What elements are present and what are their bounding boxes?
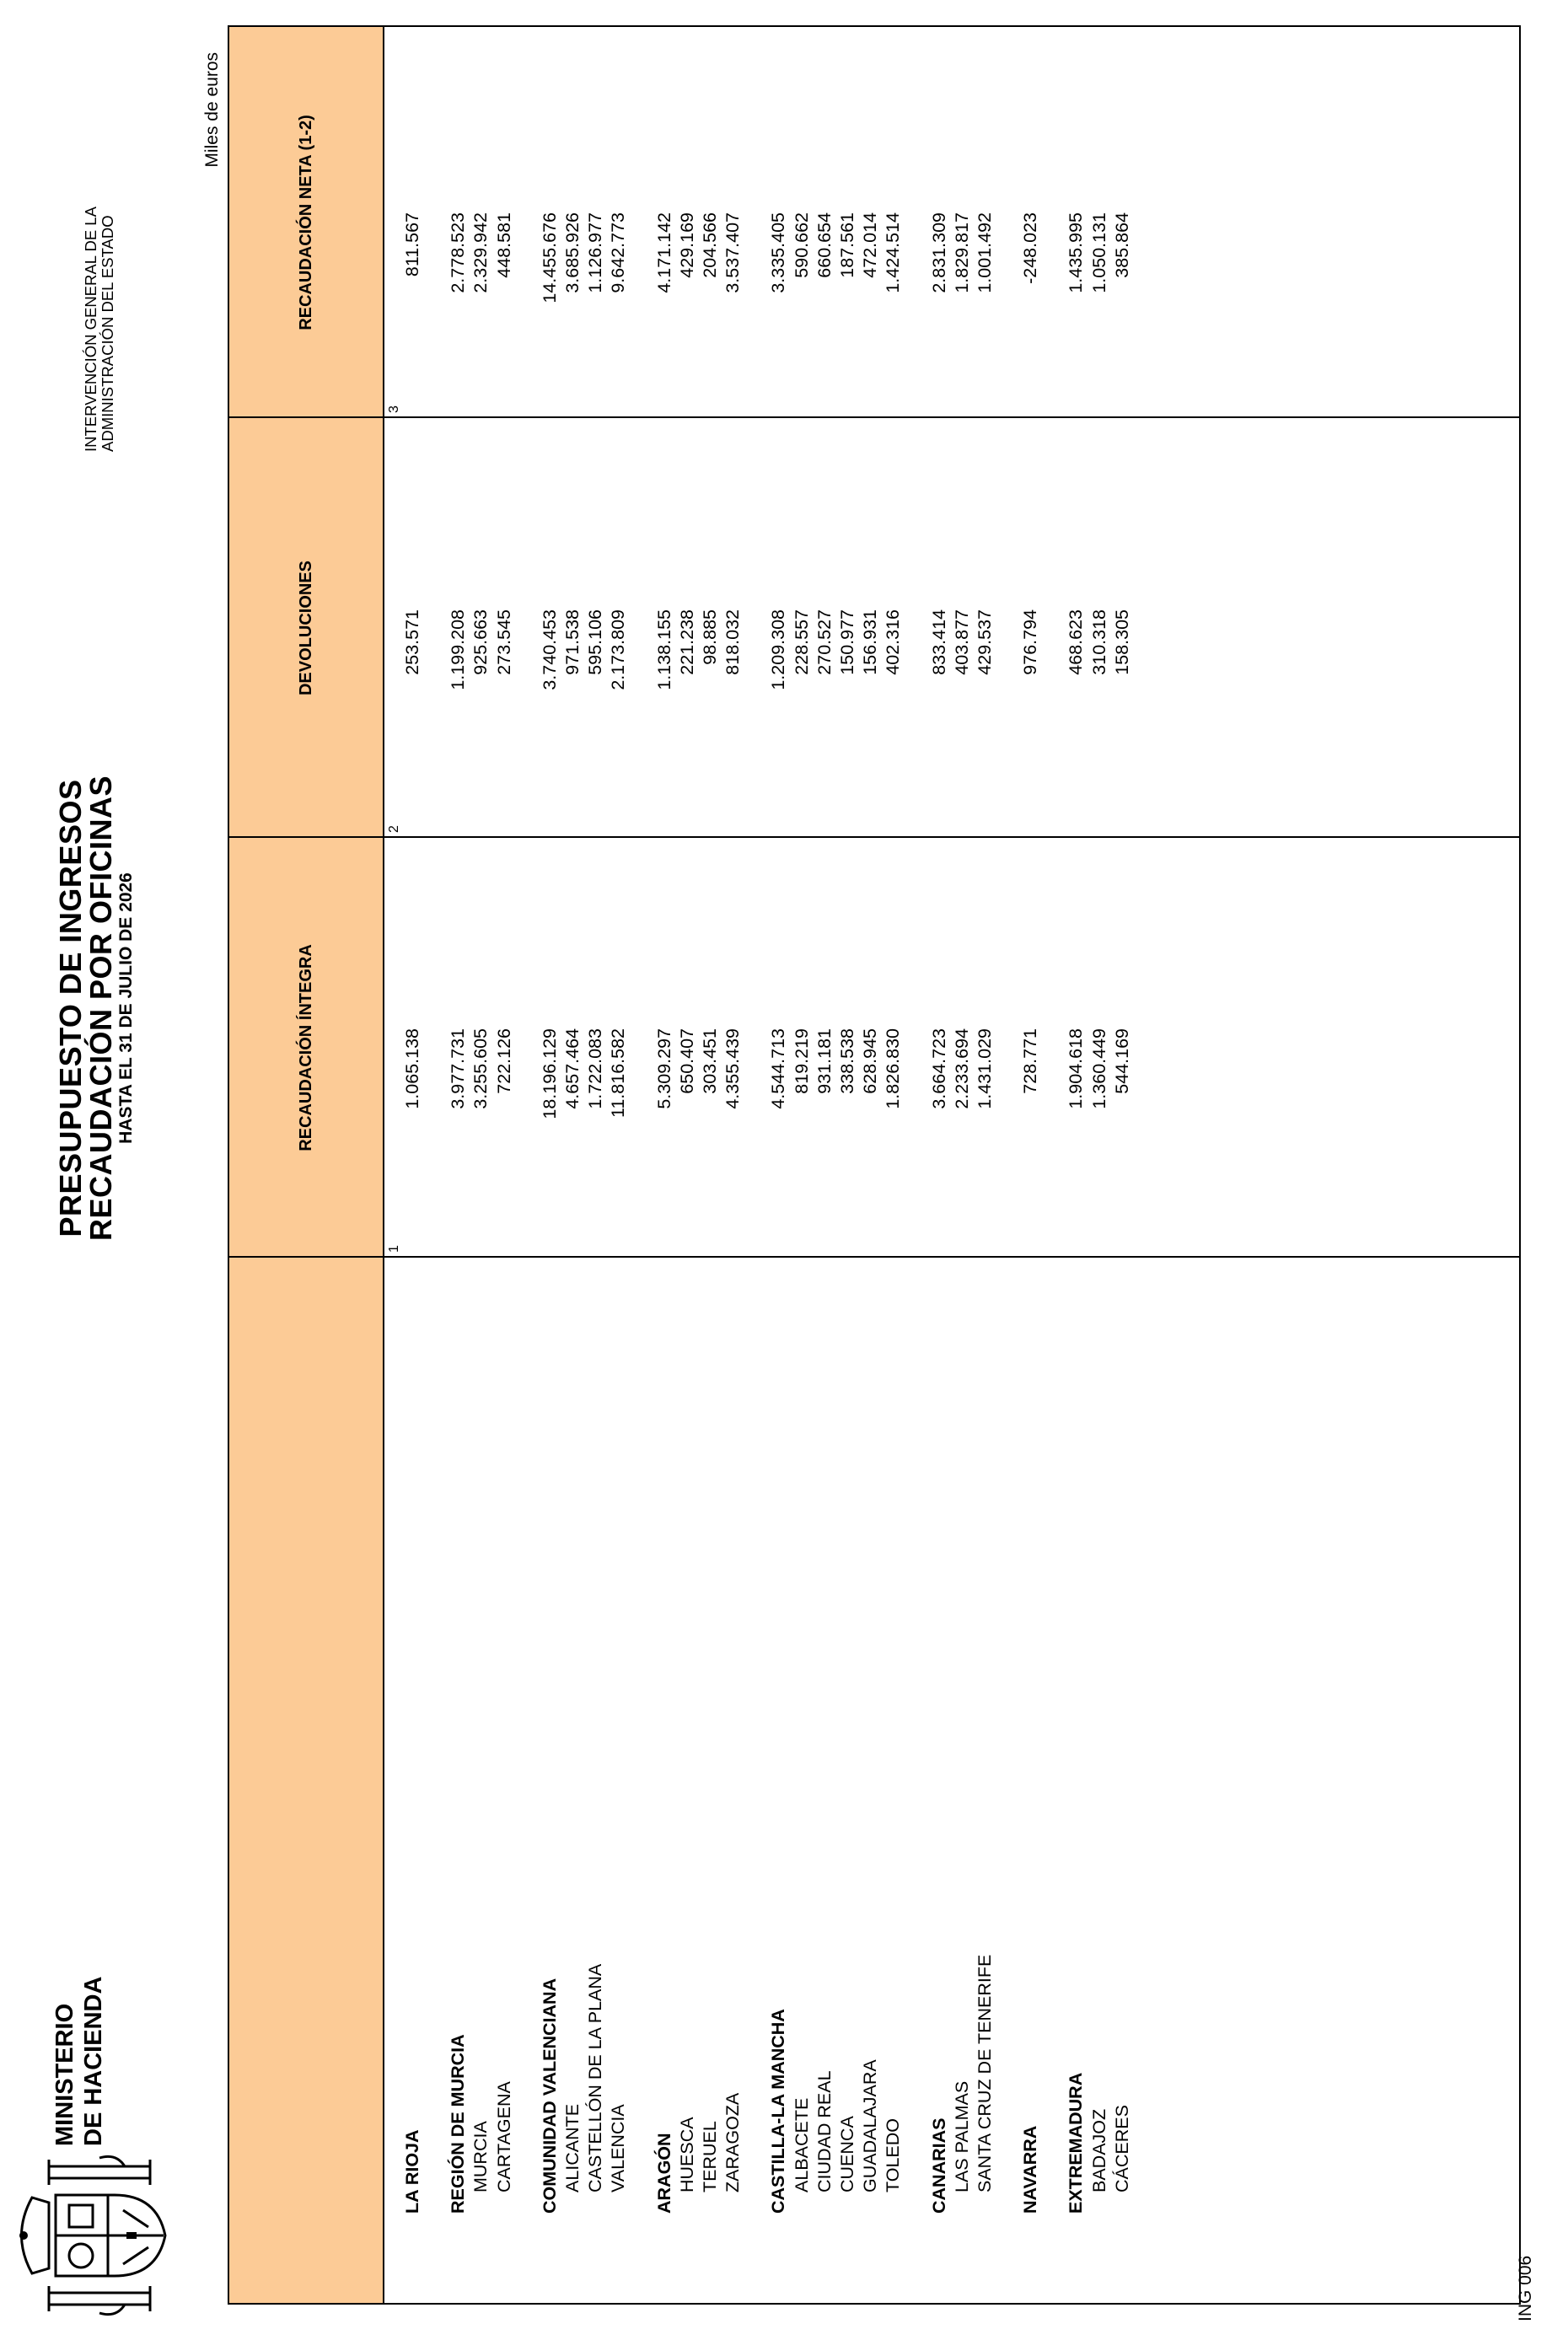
table-row-office xyxy=(1089,27,1109,2303)
row-name: ARAGÓN xyxy=(653,2133,674,2214)
cell-devoluciones: 2.173.809 xyxy=(608,609,629,690)
cell-neta: 2.831.309 xyxy=(928,212,949,293)
cell-integra: 4.544.713 xyxy=(768,1028,789,1109)
row-name: TERUEL xyxy=(700,2121,720,2192)
table-row-office xyxy=(792,27,812,2303)
table-row-office xyxy=(494,27,514,2303)
cell-devoluciones: 468.623 xyxy=(1066,609,1087,675)
cell-integra: 1.065.138 xyxy=(402,1028,422,1109)
table-row-office xyxy=(860,27,880,2303)
cell-neta: 4.171.142 xyxy=(653,212,674,293)
cell-devoluciones: 228.557 xyxy=(791,609,812,675)
cell-devoluciones: 429.537 xyxy=(975,609,995,675)
units-label: Miles de euros xyxy=(202,52,222,168)
row-name: GUADALAJARA xyxy=(860,2059,881,2192)
cell-devoluciones: 1.209.308 xyxy=(768,609,789,690)
cell-integra: 3.255.605 xyxy=(470,1028,491,1109)
row-name: CASTELLÓN DE LA PLANA xyxy=(585,1963,606,2192)
cell-devoluciones: 310.318 xyxy=(1088,609,1109,675)
cell-neta: 187.561 xyxy=(837,212,857,278)
cell-devoluciones: 976.794 xyxy=(1020,609,1041,675)
cell-devoluciones: 1.199.208 xyxy=(448,609,469,690)
cell-neta: 448.581 xyxy=(493,212,514,278)
cell-devoluciones: 818.032 xyxy=(722,609,744,675)
form-code: ING 006 xyxy=(1516,2255,1535,2321)
row-name: LAS PALMAS xyxy=(951,2080,972,2192)
cell-integra: 819.219 xyxy=(791,1028,812,1094)
row-name: CANARIAS xyxy=(928,2117,949,2214)
row-name: LA RIOJA xyxy=(402,2129,422,2214)
column-header-neta: RECAUDACIÓN NETA (1-2) xyxy=(296,115,315,330)
cell-devoluciones: 3.740.453 xyxy=(539,609,560,690)
row-name: ALICANTE xyxy=(562,2103,583,2192)
column-number: 1 xyxy=(387,1245,401,1253)
cell-neta: 811.567 xyxy=(402,212,422,277)
cell-devoluciones: 253.571 xyxy=(402,609,422,675)
cell-neta: 1.001.492 xyxy=(975,212,995,293)
ministry-line-2: DE HACIENDA xyxy=(80,1976,107,2146)
cell-devoluciones: 595.106 xyxy=(585,609,606,675)
cell-integra: 11.816.582 xyxy=(608,1028,629,1119)
cell-neta: 472.014 xyxy=(860,212,881,278)
cell-devoluciones: 221.238 xyxy=(676,609,697,675)
cell-integra: 931.181 xyxy=(814,1028,835,1094)
cell-neta: 660.654 xyxy=(814,212,835,278)
cell-integra: 1.360.449 xyxy=(1088,1028,1109,1109)
table-row-office xyxy=(562,27,583,2303)
cell-neta: 9.642.773 xyxy=(608,212,629,293)
cell-integra: 338.538 xyxy=(837,1028,857,1094)
cell-neta: 1.126.977 xyxy=(585,212,606,293)
table-row-region xyxy=(768,27,788,2303)
cell-devoluciones: 971.538 xyxy=(562,609,583,675)
table-row-office xyxy=(975,27,995,2303)
cell-devoluciones: 403.877 xyxy=(951,609,972,675)
cell-neta: 2.329.942 xyxy=(470,212,491,293)
table-row-region xyxy=(1066,27,1086,2303)
row-name: ZARAGOZA xyxy=(722,2092,744,2192)
title-line-2: RECAUDACIÓN POR OFICINAS xyxy=(83,775,118,1242)
cell-integra: 1.431.029 xyxy=(975,1028,995,1109)
cell-neta: 14.455.676 xyxy=(539,212,560,303)
row-name: BADAJOZ xyxy=(1088,2108,1109,2192)
table-row-office xyxy=(677,27,697,2303)
cell-devoluciones: 98.885 xyxy=(700,609,720,665)
table-row-office xyxy=(883,27,903,2303)
row-name: TOLEDO xyxy=(883,2117,904,2192)
row-name: CIUDAD REAL xyxy=(814,2070,835,2192)
revenue-table xyxy=(228,25,1521,2305)
cell-devoluciones: 270.527 xyxy=(814,609,835,675)
cell-neta: -248.023 xyxy=(1020,212,1041,284)
row-name: HUESCA xyxy=(676,2117,697,2192)
cell-neta: 1.829.817 xyxy=(951,212,972,293)
ministry-name xyxy=(51,1977,108,2146)
row-name: EXTREMADURA xyxy=(1066,2072,1087,2214)
table-row-office xyxy=(814,27,835,2303)
cell-neta: 3.335.405 xyxy=(768,212,789,293)
row-name: SANTA CRUZ DE TENERIFE xyxy=(975,1954,995,2192)
cell-neta: 429.169 xyxy=(676,212,697,278)
cell-neta: 3.685.926 xyxy=(562,212,583,293)
cell-neta: 204.566 xyxy=(700,212,720,278)
row-name: CÁCERES xyxy=(1111,2105,1132,2192)
table-row-office xyxy=(585,27,605,2303)
cell-integra: 3.977.731 xyxy=(448,1028,469,1109)
cell-integra: 18.196.129 xyxy=(539,1028,560,1119)
row-name: NAVARRA xyxy=(1020,2125,1041,2214)
title-line-3: HASTA EL 31 DE JULIO DE 2026 xyxy=(116,872,136,1144)
ministry-line-1: MINISTERIO xyxy=(51,2003,78,2146)
cell-devoluciones: 158.305 xyxy=(1111,609,1132,675)
cell-integra: 4.355.439 xyxy=(722,1028,744,1109)
cell-integra: 1.722.083 xyxy=(585,1028,606,1109)
cell-devoluciones: 1.138.155 xyxy=(653,609,674,690)
cell-integra: 4.657.464 xyxy=(562,1028,583,1109)
cell-devoluciones: 273.545 xyxy=(493,609,514,675)
cell-neta: 1.050.131 xyxy=(1088,212,1109,293)
cell-integra: 2.233.694 xyxy=(951,1028,972,1109)
cell-integra: 628.945 xyxy=(860,1028,881,1094)
cell-devoluciones: 833.414 xyxy=(928,609,949,675)
row-name: REGIÓN DE MURCIA xyxy=(448,2034,469,2214)
column-number: 2 xyxy=(387,825,401,833)
row-name: CASTILLA-LA MANCHA xyxy=(768,2009,789,2214)
coat-of-arms-logo xyxy=(15,2151,175,2320)
report-title xyxy=(53,629,137,1387)
cell-devoluciones: 150.977 xyxy=(837,609,857,675)
cell-neta: 590.662 xyxy=(791,212,812,278)
cell-integra: 1.904.618 xyxy=(1066,1028,1087,1109)
row-name: VALENCIA xyxy=(608,2104,629,2192)
table-row-region xyxy=(402,27,422,2303)
agency-line-1: INTERVENCIÓN GENERAL DE LA xyxy=(82,207,99,452)
table-row-region xyxy=(654,27,674,2303)
table-row-office xyxy=(1112,27,1132,2303)
cell-devoluciones: 156.931 xyxy=(860,609,881,675)
row-name: ALBACETE xyxy=(791,2097,812,2192)
table-row-office xyxy=(470,27,491,2303)
column-header-integra: RECAUDACIÓN ÍNTEGRA xyxy=(296,944,315,1151)
table-row-region xyxy=(929,27,949,2303)
row-name: COMUNIDAD VALENCIANA xyxy=(539,1978,560,2214)
cell-integra: 303.451 xyxy=(700,1028,720,1094)
agency-name xyxy=(83,207,116,452)
title-line-1: PRESUPUESTO DE INGRESOS xyxy=(53,779,88,1237)
cell-integra: 544.169 xyxy=(1111,1028,1132,1094)
cell-integra: 1.826.830 xyxy=(883,1028,904,1109)
table-row-office xyxy=(837,27,857,2303)
cell-integra: 5.309.297 xyxy=(653,1028,674,1109)
row-name: MURCIA xyxy=(470,2121,491,2192)
cell-devoluciones: 402.316 xyxy=(883,609,904,675)
cell-integra: 722.126 xyxy=(493,1028,514,1094)
column-header-devoluciones: DEVOLUCIONES xyxy=(296,560,315,696)
cell-integra: 650.407 xyxy=(676,1028,697,1094)
table-row-office xyxy=(608,27,628,2303)
cell-neta: 385.864 xyxy=(1111,212,1132,278)
column-number: 3 xyxy=(387,405,401,413)
table-row-office xyxy=(722,27,743,2303)
row-name: CARTAGENA xyxy=(493,2081,514,2192)
agency-line-2: ADMINISTRACIÓN DEL ESTADO xyxy=(99,215,116,452)
table-row-office xyxy=(952,27,972,2303)
cell-devoluciones: 925.663 xyxy=(470,609,491,675)
cell-neta: 3.537.407 xyxy=(722,212,744,293)
cell-integra: 728.771 xyxy=(1020,1028,1041,1094)
cell-neta: 2.778.523 xyxy=(448,212,469,293)
cell-neta: 1.435.995 xyxy=(1066,212,1087,293)
table-row-region xyxy=(448,27,468,2303)
cell-integra: 3.664.723 xyxy=(928,1028,949,1109)
table-row-region xyxy=(540,27,560,2303)
table-row-region xyxy=(1020,27,1040,2303)
table-row-office xyxy=(700,27,720,2303)
cell-neta: 1.424.514 xyxy=(883,212,904,293)
row-name: CUENCA xyxy=(837,2116,857,2192)
